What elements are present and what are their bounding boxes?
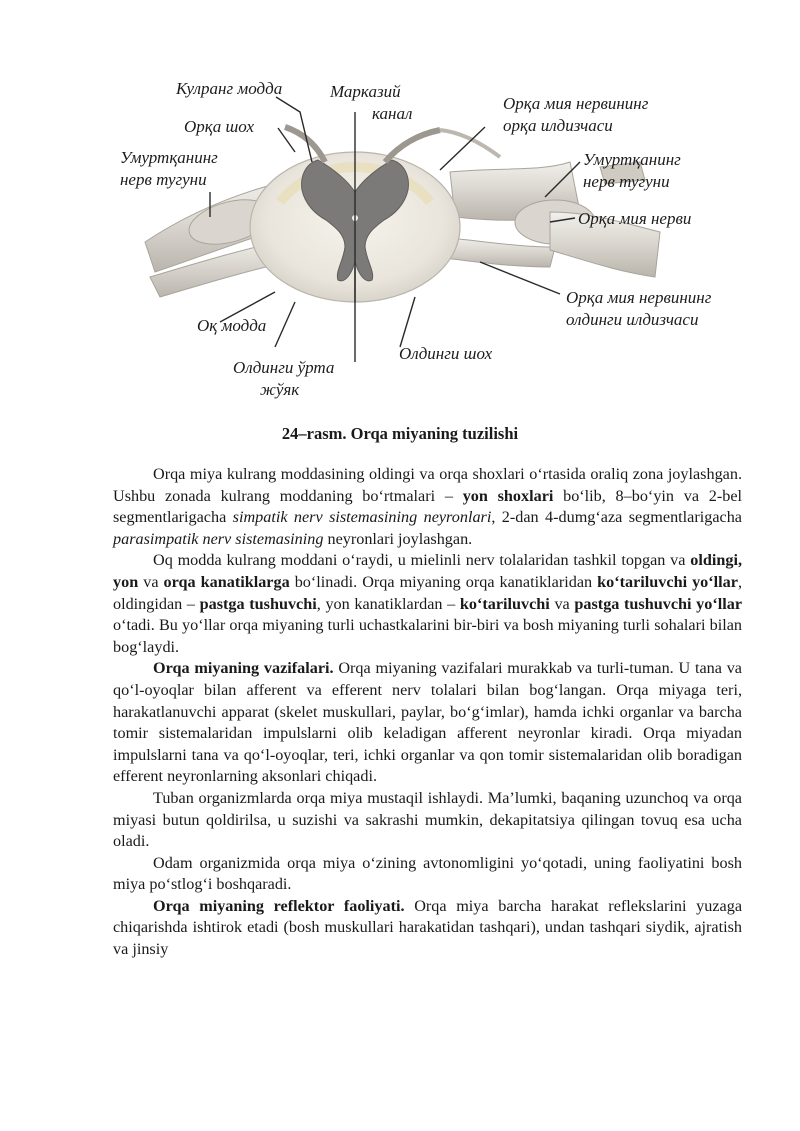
label-spinal-nerve: Орқа мия нерви: [578, 209, 692, 228]
label-median-fissure-line2: жўяк: [260, 380, 300, 399]
label-ganglion-left-line2: нерв тугуни: [120, 170, 207, 189]
label-ganglion-right: Умуртқанинг: [583, 150, 681, 169]
label-dorsal-root: Орқа мия нервининг: [503, 94, 649, 113]
label-white-matter: Оқ модда: [197, 316, 267, 335]
label-anterior-horn: Олдинги шох: [399, 344, 493, 363]
spinal-cord-figure: [100, 72, 740, 407]
label-ventral-root-line2: олдинги илдизчаси: [566, 310, 699, 329]
label-dorsal-root-line2: орқа илдизчаси: [503, 116, 613, 135]
paragraph-3: Orqa miyaning vazifalari. Orqa miyaning vazifalari murakkab va turli-tuman. U tana va qoʻl-oyoqlar bilan afferent va efferent nerv tolalari bilan bogʻlangan. Orqa miyaga teri, harakatlanuvchi apparat (skelet muskullari, paylar, boʻgʻimlar), hamda ichki organlar va barcha tomir sistemalaridan impulslarni olib keladigan afferent neyronlar kiradi. Orqa miyadan impulslarni tana va qoʻl-oyoqlar, teri, ichki organlar va qon tomir sistemalaridan olib boradigan efferent neyronlarning aksonlari chiqadi.: [113, 659, 742, 786]
paragraph-5: Odam organizmida orqa miya oʻzining avtonomligini yoʻqotadi, uning faoliyatini bosh miya poʻstlogʻi boshqaradi.: [113, 853, 742, 894]
paragraph-1: Orqa miya kulrang moddasining oldingi va orqa shoxlari oʻrtasida oraliq zona joylashgan. Ushbu zonada kulrang moddaning boʻrtmalari – yon shoxlari boʻlib, 8–boʻyin va 2-bel segmentlarigacha simpatik nerv sistemasining neyronlari, 2-dan 4-dumgʻaza segmentlarigacha parasimpatik nerv sistemasining neyronlari joylashgan.: [113, 465, 742, 548]
paragraph-4: Tuban organizmlarda orqa miya mustaqil ishlaydi. Maʼlumki, baqaning uzunchoq va orqa miyasi butun qoldirilsa, u suzishi va sakrashi mumkin, dekapitatsiya qilingan tovuq esa ucha oladi.: [113, 788, 742, 851]
label-ganglion-left: Умуртқанинг: [120, 148, 218, 167]
label-ganglion-right-line2: нерв тугуни: [583, 172, 670, 191]
paragraph-2: Oq modda kulrang moddani oʻraydi, u mielinli nerv tolalaridan tashkil topgan va oldingi, yon va orqa kanatiklarga boʻlinadi. Orqa miyaning orqa kanatiklaridan koʻtariluvchi yoʻllar, oldingidan – pastga tushuvchi, yon kanatiklardan – koʻtariluvchi va pastga tushuvchi yoʻllar oʻtadi. Bu yoʻllar orqa miyaning turli uchastkalarini bir-biri va bosh miyaning turli sohalari bilan bogʻlaydi.: [113, 551, 743, 656]
label-central-canal: Марказий: [330, 82, 401, 101]
label-ventral-root: Орқа мия нервининг: [566, 288, 712, 307]
label-central-canal-line2: канал: [372, 104, 413, 123]
label-posterior-horn: Орқа шох: [184, 117, 255, 136]
paragraph-6: Orqa miyaning reflektor faoliyati. Orqa miya barcha harakat reflekslarini yuzaga chiqarishda ishtirok etadi (bosh muskullari harakatidan tashqari), undan tashqari siydik, ajratish va jinsiy: [113, 896, 743, 959]
label-median-fissure: Олдинги ўрта: [233, 358, 335, 377]
label-gray-matter: Кулранг модда: [176, 79, 283, 98]
figure-caption: 24–rasm. Orqa miyaning tuzilishi: [281, 424, 519, 443]
body-text: [113, 464, 742, 961]
